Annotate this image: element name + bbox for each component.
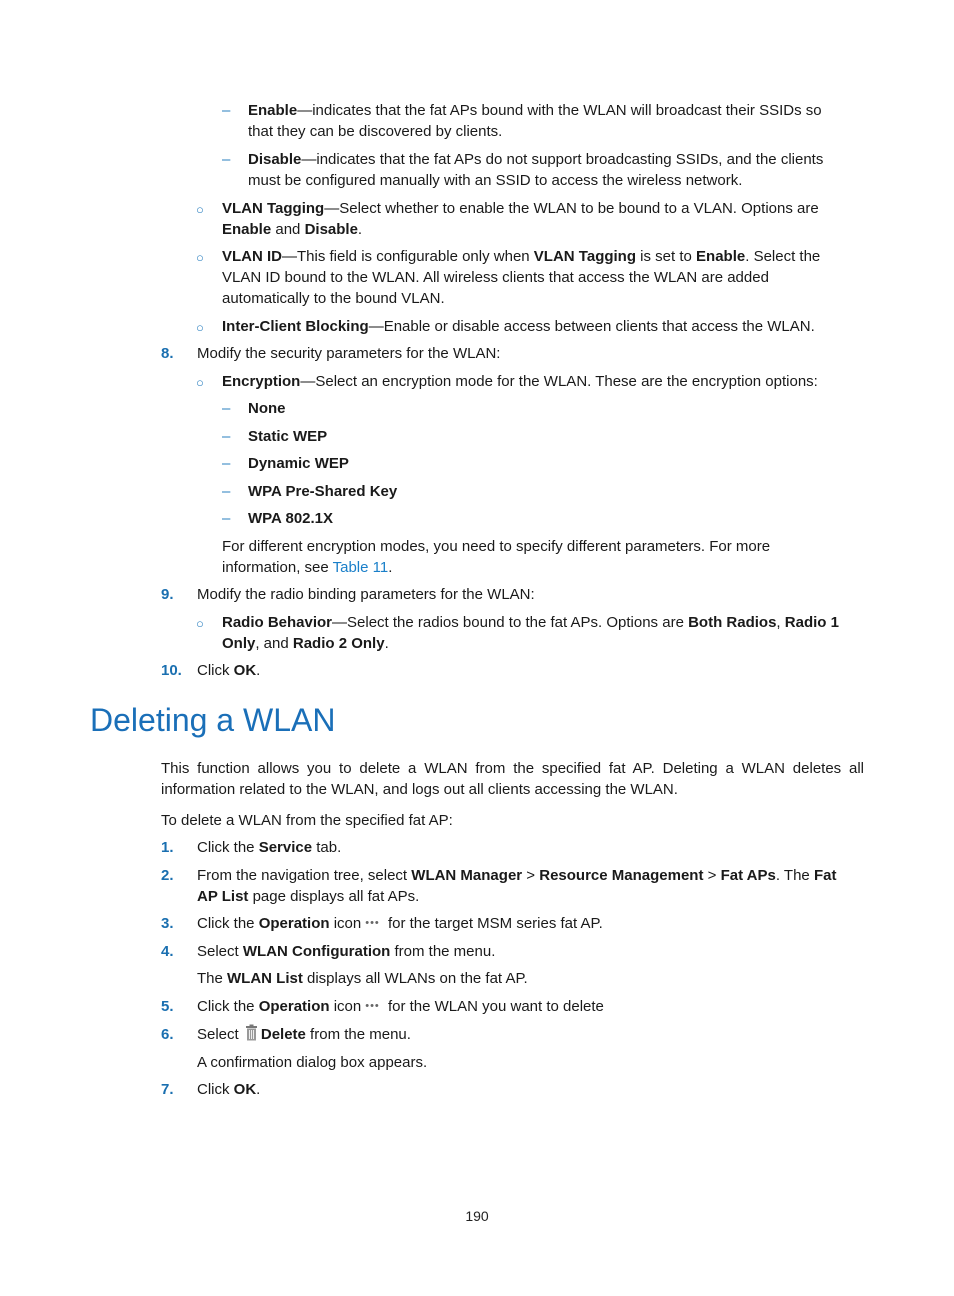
bold: WLAN Configuration	[242, 943, 391, 960]
bold: Fat	[813, 867, 837, 884]
dash-marker: –	[222, 510, 231, 527]
encryption-option	[248, 453, 349, 474]
text: From the navigation tree, select	[197, 867, 412, 884]
term: Enable	[248, 102, 298, 119]
vlan-id-cont: VLAN ID bound to the WLAN. All wireless clients that access the WLAN are added	[222, 269, 769, 286]
circle-bullet-icon: ○	[196, 250, 204, 265]
term: Disable	[248, 151, 302, 168]
option-label: Static WEP	[248, 428, 328, 445]
encryption-note: For different encryption modes, you need to specify different parameters. For more	[222, 538, 771, 555]
bold: OK	[233, 1081, 257, 1098]
text: >	[522, 867, 540, 884]
step-number: 7.	[161, 1081, 174, 1098]
option-label: WPA 802.1X	[248, 510, 334, 527]
bold: Operation	[258, 915, 330, 932]
page-number: 190	[465, 1208, 489, 1224]
bold: OK	[233, 662, 257, 679]
text: Click the	[197, 998, 259, 1015]
bold: AP List	[197, 888, 249, 905]
step-text	[197, 1079, 260, 1100]
step-number: 5.	[161, 998, 174, 1015]
step-number: 3.	[161, 915, 174, 932]
circle-bullet-icon: ○	[196, 202, 204, 217]
option-label: None	[248, 400, 286, 417]
desc: —Enable or disable access between clients that access the WLAN.	[368, 318, 815, 335]
trash-icon	[245, 1024, 258, 1047]
dash-marker: –	[222, 455, 231, 472]
disable-item	[248, 149, 823, 170]
option: Disable	[304, 221, 358, 238]
bold: Operation	[258, 998, 330, 1015]
text: from the menu.	[390, 943, 496, 960]
text: ,	[776, 614, 785, 631]
dash-marker: –	[222, 151, 231, 168]
text: from the menu.	[305, 1026, 411, 1043]
text: Click	[197, 1081, 234, 1098]
bold: Service	[258, 839, 313, 856]
text: >	[703, 867, 721, 884]
desc: —indicates that the fat APs do not support broadcasting SSIDs, and the clients	[301, 151, 824, 168]
text: .	[357, 221, 363, 238]
option: Enable	[222, 221, 272, 238]
text: .	[388, 559, 393, 576]
vlan-tagging-item-cont	[222, 219, 362, 240]
step-number: 2.	[161, 867, 174, 884]
step-number: 1.	[161, 839, 174, 856]
step-text	[197, 913, 603, 934]
encryption-option	[248, 508, 333, 529]
encryption-option	[248, 398, 286, 419]
section-title: Deleting a WLAN	[90, 702, 336, 738]
bold: WLAN List	[227, 970, 303, 987]
bold: Resource Management	[539, 867, 704, 884]
text: tab.	[312, 839, 342, 856]
dash-marker: –	[222, 102, 231, 119]
text: is set to	[636, 248, 697, 265]
step-text: Modify the security parameters for the WLAN:	[197, 345, 501, 362]
vlan-tagging-item	[222, 198, 819, 219]
term: VLAN Tagging	[222, 200, 325, 217]
text: displays all WLANs on the fat AP.	[302, 970, 528, 987]
text: .	[256, 1081, 261, 1098]
desc: —Select an encryption mode for the WLAN. These are the encryption options:	[300, 373, 818, 390]
dash-marker: –	[222, 483, 231, 500]
bold: VLAN Tagging	[533, 248, 637, 265]
table-11-link[interactable]: Table 11	[332, 559, 389, 576]
step-text: Modify the radio binding parameters for the WLAN:	[197, 586, 535, 603]
intro-line: information related to the WLAN, and logs out all clients accessing the WLAN.	[161, 781, 678, 798]
more-options-icon: •••	[365, 917, 380, 929]
text: . The	[775, 867, 814, 884]
text: —Select the radios bound to the fat APs. Options are	[332, 614, 689, 631]
more-options-icon: •••	[365, 1000, 380, 1012]
term: Inter-Client Blocking	[222, 318, 369, 335]
text: , and	[255, 635, 293, 652]
step-text	[197, 1024, 411, 1047]
intro-line: This function allows you to delete a WLAN from the specified fat AP. Deleting a WLAN deletes all	[161, 760, 864, 777]
step-number: 4.	[161, 943, 174, 960]
bold: Enable	[696, 248, 746, 265]
text: Click	[197, 662, 234, 679]
bold: Fat APs	[720, 867, 776, 884]
text: Select	[197, 1026, 243, 1043]
desc: —indicates that the fat APs bound with the WLAN will broadcast their SSIDs so	[297, 102, 822, 119]
desc: —Select whether to enable the WLAN to be bound to a VLAN. Options are	[324, 200, 819, 217]
text: information, see	[222, 559, 333, 576]
circle-bullet-icon: ○	[196, 616, 204, 631]
text: Click the	[197, 915, 259, 932]
step-text	[197, 660, 260, 681]
enable-item-cont: that they can be discovered by clients.	[248, 123, 503, 140]
term: VLAN ID	[222, 248, 282, 265]
step-text	[197, 941, 495, 962]
text: .	[256, 662, 261, 679]
bold: Delete	[260, 1026, 306, 1043]
vlan-id-item	[222, 246, 820, 267]
bold: Only	[222, 635, 256, 652]
disable-item-cont: must be configured manually with an SSID to access the wireless network.	[248, 172, 743, 189]
lead-text: To delete a WLAN from the specified fat AP:	[161, 812, 453, 829]
option-label: WPA Pre-Shared Key	[248, 483, 398, 500]
radio-behavior-cont	[222, 633, 389, 654]
step-number: 8.	[161, 345, 174, 362]
radio-behavior-item	[222, 612, 839, 633]
step-text-cont	[197, 886, 419, 907]
dash-marker: –	[222, 428, 231, 445]
text: The	[197, 970, 228, 987]
enable-item	[248, 100, 822, 121]
term: Radio Behavior	[222, 614, 333, 631]
text: icon	[329, 915, 362, 932]
encryption-item	[222, 371, 818, 392]
step-note	[197, 968, 528, 989]
text: page displays all fat APs.	[248, 888, 420, 905]
bold: Both Radios	[688, 614, 777, 631]
vlan-id-cont: automatically to the bound VLAN.	[222, 290, 445, 307]
text: Select	[197, 943, 243, 960]
text: —This field is configurable only when	[282, 248, 534, 265]
option-label: Dynamic WEP	[248, 455, 349, 472]
text: .	[384, 635, 389, 652]
text: for the target MSM series fat AP.	[383, 915, 603, 932]
text: . Select the	[745, 248, 821, 265]
step-note: A confirmation dialog box appears.	[197, 1054, 428, 1071]
step-text	[197, 865, 836, 886]
dash-marker: –	[222, 400, 231, 417]
bold: Radio 2 Only	[292, 635, 385, 652]
bold: WLAN Manager	[411, 867, 523, 884]
text: for the WLAN you want to delete	[383, 998, 604, 1015]
step-number: 6.	[161, 1026, 174, 1043]
term: Encryption	[222, 373, 301, 390]
encryption-note-cont	[222, 557, 392, 578]
step-text	[197, 837, 341, 858]
step-text	[197, 996, 604, 1017]
step-number: 10.	[161, 662, 182, 679]
inter-client-item	[222, 316, 815, 337]
bold: Radio 1	[784, 614, 839, 631]
encryption-option	[248, 481, 397, 502]
circle-bullet-icon: ○	[196, 320, 204, 335]
step-number: 9.	[161, 586, 174, 603]
encryption-option	[248, 426, 327, 447]
text: Click the	[197, 839, 259, 856]
text: and	[271, 221, 305, 238]
text: icon	[329, 998, 362, 1015]
circle-bullet-icon: ○	[196, 375, 204, 390]
